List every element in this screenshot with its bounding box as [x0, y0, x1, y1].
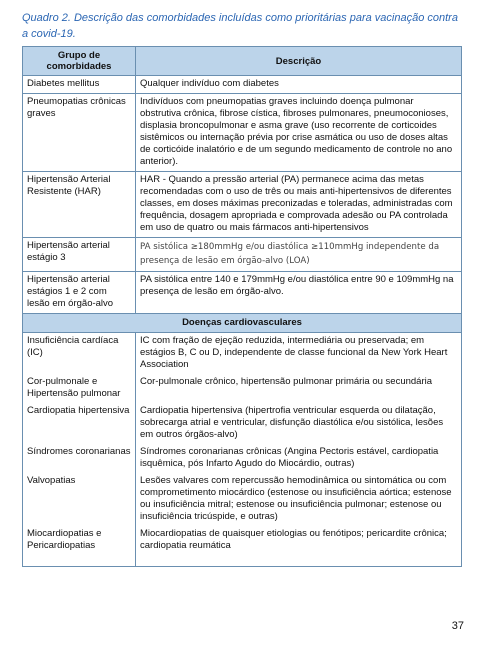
cell-description: Miocardiopatias de quaisquer etiologias ou fenótipos; pericardite crônica; cardiopatia reumática [136, 526, 462, 567]
table-row [23, 526, 462, 567]
table-row [23, 238, 462, 272]
table-row [23, 333, 462, 375]
cell-group: Miocardiopatias e Pericardiopatias [23, 526, 136, 567]
section-title: Doenças cardiovasculares [23, 314, 462, 333]
table-row [23, 94, 462, 172]
cell-description: HAR - Quando a pressão arterial (PA) permanece acima das metas recomendadas com o uso de três ou mais anti-hipertensivos de diferentes classes, em doses máximas preconizadas e toleradas, administradas com frequência, dosagem apropriada e comprovada adesão ou PA controlada em uso de quatro ou mais fármacos anti-hipertensivos [136, 172, 462, 238]
table-row [23, 444, 462, 473]
section-header-row [23, 314, 462, 333]
cell-description: Indivíduos com pneumopatias graves incluindo doença pulmonar obstrutiva crônica, fibrose cística, fibroses pulmonares, pneumoconioses, displasia broncopulmonar e asma grave (uso recorrente de corticoides sistêmicos ou internação prévia por crise asmática ou uso de doses altas de corticóide inalatório e de um segundo medicamento de controle no ano anterior). [136, 94, 462, 172]
table-row [23, 272, 462, 314]
header-group: Grupo de comorbidades [23, 47, 136, 76]
table-row [23, 76, 462, 94]
header-description: Descrição [136, 47, 462, 76]
table-row [23, 172, 462, 238]
cell-group: Diabetes mellitus [23, 76, 136, 94]
cell-description: Cardiopatia hipertensiva (hipertrofia ventricular esquerda ou dilatação, sobrecarga atrial e ventricular, disfunção diastólica e/ou sistólica, lesões em outros órgãos-alvo) [136, 403, 462, 444]
cell-description: Cor-pulmonale crônico, hipertensão pulmonar primária ou secundária [136, 374, 462, 403]
cell-description: Qualquer indivíduo com diabetes [136, 76, 462, 94]
page-number: 37 [451, 620, 464, 632]
table-row [23, 374, 462, 403]
cell-group: Cor-pulmonale e Hipertensão pulmonar [23, 374, 136, 403]
cell-group: Hipertensão Arterial Resistente (HAR) [23, 172, 136, 238]
cell-description: IC com fração de ejeção reduzida, intermediária ou preservada; em estágios B, C ou D, independente de classe funcional da New York Heart Association [136, 333, 462, 375]
table-row [23, 473, 462, 526]
cell-description: PA sistólica ≥180mmHg e/ou diastólica ≥110mmHg independente da presença de lesão em órgão-alvo (LOA) [136, 238, 462, 272]
table-row [23, 403, 462, 444]
cell-group: Valvopatias [23, 473, 136, 526]
cell-description: Síndromes coronarianas crônicas (Angina Pectoris estável, cardiopatia isquêmica, pós Infarto Agudo do Miocárdio, outras) [136, 444, 462, 473]
cell-group: Cardiopatia hipertensiva [23, 403, 136, 444]
cell-group: Hipertensão arterial estágios 1 e 2 com lesão em órgão-alvo [23, 272, 136, 314]
cell-group: Síndromes coronarianas [23, 444, 136, 473]
cell-group: Pneumopatias crônicas graves [23, 94, 136, 172]
cell-description: Lesões valvares com repercussão hemodinâmica ou sintomática ou com comprometimento miocárdico (estenose ou insuficiência aórtica; estenose ou insuficiência mitral; estenose ou insuficiência pulmonar; estenose ou insuficiência tricúspide, e outras) [136, 473, 462, 526]
cell-group: Hipertensão arterial estágio 3 [23, 238, 136, 272]
table-header-row [23, 47, 462, 76]
cell-description: PA sistólica entre 140 e 179mmHg e/ou diastólica entre 90 e 109mmHg na presença de lesão em órgão-alvo. [136, 272, 462, 314]
comorbidities-table [22, 46, 462, 567]
cell-group: Insuficiência cardíaca (IC) [23, 333, 136, 375]
table-caption: Quadro 2. Descrição das comorbidades incluídas como prioritárias para vacinação contra a covid-19. [22, 12, 458, 40]
